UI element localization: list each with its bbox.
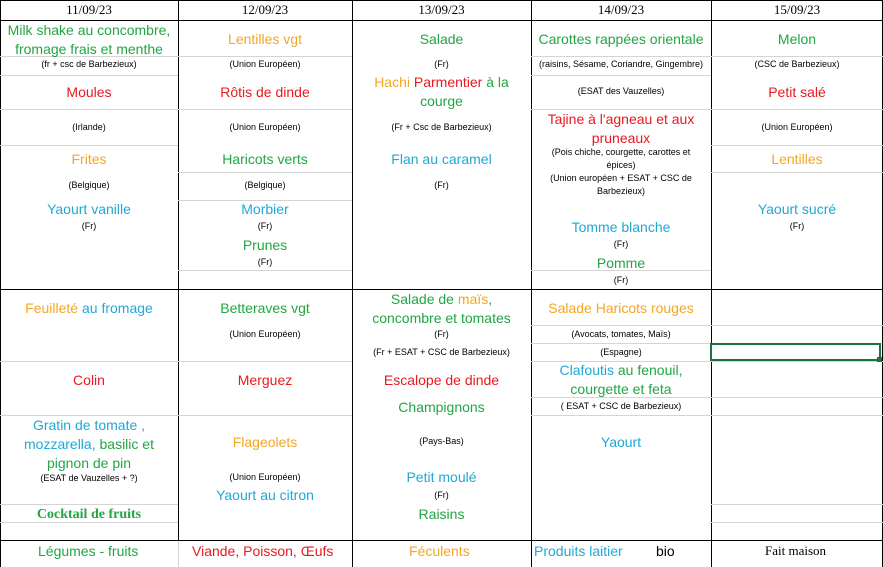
lunch-d2-dessert[interactable]: Prunes (242, 237, 288, 253)
dinner-d1-main[interactable]: Colin (73, 372, 105, 388)
lunch-d2-cheese[interactable]: Morbier (241, 201, 289, 217)
day-header-3[interactable]: 13/09/23 (352, 0, 531, 21)
dinner-d1-dessert[interactable]: Cocktail de fruits (36, 507, 142, 522)
dinner-d4-main-part2: au fenouil, (613, 362, 683, 378)
lunch-d2-side-origin[interactable]: (Belgique) (244, 180, 286, 190)
dinner-d3-starter-origin[interactable]: (Fr) (434, 329, 449, 339)
lunch-d1-side[interactable]: Frites (71, 151, 107, 167)
lunch-d4-starter-detail[interactable]: (raisins, Sésame, Coriandre, Gingembre) (538, 59, 704, 69)
legend-meat[interactable]: Viande, Poisson, Œufs (192, 543, 334, 559)
lunch-d2-main[interactable]: Rôtis de dinde (220, 84, 310, 100)
lunch-d1-dessert[interactable]: Yaourt vanille (47, 201, 131, 217)
lunch-d3-dessert[interactable]: Flan au caramel (391, 151, 492, 167)
dinner-d2-side[interactable]: Flageolets (232, 434, 298, 450)
lunch-d3-main-part2: Parmentier (413, 74, 483, 90)
legend-starch[interactable]: Féculents (409, 543, 470, 559)
lunch-d4-cheese-origin[interactable]: (Fr) (613, 239, 629, 249)
legend-dairy[interactable]: Produits laitier (534, 543, 623, 559)
dinner-d4-starter[interactable]: Salade Haricots rouges (548, 300, 694, 316)
day-header-1[interactable]: 11/09/23 (0, 0, 178, 21)
dinner-d4-main[interactable] (531, 361, 711, 399)
dinner-d3-starter-origin2[interactable]: (Fr + ESAT + CSC de Barbezieux) (373, 347, 510, 357)
lunch-d5-dessert-origin[interactable]: (Fr) (789, 221, 805, 231)
dinner-d3-side-origin[interactable]: (Pays-Bas) (419, 436, 464, 446)
dinner-d2-starter-origin[interactable]: (Union Européen) (229, 329, 301, 339)
legend-bio[interactable]: bio (656, 543, 675, 559)
dinner-d4-starter-origin[interactable]: (Espagne) (600, 347, 642, 357)
lunch-d3-dessert-origin[interactable]: (Fr) (434, 180, 449, 190)
fill-handle[interactable] (877, 357, 882, 362)
dinner-d1-starter-part2: au fromage (78, 300, 153, 316)
lunch-d3-main[interactable] (362, 73, 521, 111)
dinner-d1-side-origin[interactable]: (ESAT de Vauzelles + ?) (40, 473, 138, 483)
lunch-d5-side[interactable]: Lentilles (771, 151, 823, 167)
lunch-d1-dessert-origin[interactable]: (Fr) (81, 221, 97, 231)
lunch-d2-starter[interactable]: Lentilles vgt (228, 31, 302, 47)
lunch-d4-main-detail[interactable]: (Pois chiche, courgette, carottes et épices) (551, 147, 691, 170)
dinner-d3-starter-part1: Salade de (390, 291, 458, 307)
lunch-d3-main-part1: Hachi (374, 74, 414, 90)
dinner-d2-main[interactable]: Merguez (237, 372, 293, 388)
dinner-d4-main-origin[interactable]: ( ESAT + CSC de Barbezieux) (560, 401, 682, 411)
dinner-d3-dessert[interactable]: Raisins (418, 506, 465, 522)
dinner-d1-side-part2: basilic et pignon de pin (46, 436, 154, 471)
dinner-d4-starter-detail[interactable]: (Avocats, tomates, Maïs) (571, 329, 671, 339)
lunch-d3-main-part3: à la courge (420, 74, 509, 109)
dinner-d3-starter-part2: maïs (457, 291, 489, 307)
lunch-d1-side-origin[interactable]: (Belgique) (68, 180, 110, 190)
dinner-d2-dessert[interactable]: Yaourt au citron (216, 487, 314, 503)
lunch-d4-main-origin[interactable]: (Union européen + ESAT + CSC de Barbezieux) (550, 173, 692, 196)
lunch-d4-cheese[interactable]: Tomme blanche (571, 219, 671, 235)
lunch-d5-main-origin[interactable]: (Union Européen) (761, 122, 833, 132)
day-header-5[interactable]: 15/09/23 (711, 0, 883, 21)
dinner-d3-starter-part3: , (488, 291, 493, 307)
day-header-4[interactable]: 14/09/23 (531, 0, 711, 21)
dinner-d4-main-part3: courgette et feta (570, 381, 672, 397)
dinner-d3-side[interactable]: Champignons (398, 399, 485, 415)
day-header-2[interactable]: 12/09/23 (178, 0, 352, 21)
lunch-d2-cheese-origin[interactable]: (Fr) (257, 221, 273, 231)
dinner-d1-side-part1: Gratin de tomate , mozzarella, (24, 417, 146, 452)
dinner-d1-starter-part1: Feuilleté (25, 300, 79, 316)
dinner-d3-main[interactable]: Escalope de dinde (383, 372, 500, 388)
selected-cell[interactable] (710, 343, 881, 361)
lunch-d3-main-origin[interactable]: (Fr + Csc de Barbezieux) (391, 122, 492, 132)
lunch-d3-starter[interactable]: Salade (419, 31, 464, 47)
dinner-d3-starter[interactable] (352, 290, 531, 328)
lunch-d4-dessert-origin[interactable]: (Fr) (613, 275, 629, 285)
dinner-d3-starter-part4: concombre et tomates (372, 310, 511, 326)
legend-home[interactable]: Fait maison (765, 543, 827, 558)
lunch-d4-dessert[interactable]: Pomme (596, 255, 646, 271)
lunch-d4-starter-origin[interactable]: (ESAT des Vauzelles) (577, 86, 665, 96)
lunch-d2-dessert-origin[interactable]: (Fr) (257, 257, 273, 267)
lunch-d5-main[interactable]: Petit salé (768, 84, 826, 100)
dinner-d1-starter[interactable] (0, 299, 178, 318)
dinner-d2-starter[interactable]: Betteraves vgt (220, 300, 310, 316)
lunch-d3-starter-origin[interactable]: (Fr) (434, 59, 449, 69)
dinner-d3-cheese[interactable]: Petit moulé (406, 469, 477, 485)
lunch-d2-side[interactable]: Haricots verts (222, 151, 308, 167)
dinner-d1-side[interactable] (22, 416, 156, 473)
lunch-d1-main-origin[interactable]: (Irlande) (72, 122, 106, 132)
dinner-d3-cheese-origin[interactable]: (Fr) (434, 490, 449, 500)
lunch-d4-main[interactable]: Tajine à l'agneau et aux pruneaux (547, 111, 695, 146)
lunch-d2-main-origin[interactable]: (Union Européen) (229, 122, 301, 132)
dinner-d2-side-origin[interactable]: (Union Européen) (229, 472, 301, 482)
lunch-d5-dessert[interactable]: Yaourt sucré (757, 201, 837, 217)
dinner-d4-main-part1: Clafoutis (559, 362, 614, 378)
legend-veg[interactable]: Légumes - fruits (38, 543, 139, 559)
lunch-d1-starter[interactable]: Milk shake au concombre, fromage frais et menthe (7, 22, 171, 57)
lunch-d5-starter[interactable]: Melon (777, 31, 817, 47)
lunch-d1-main[interactable]: Moules (66, 84, 112, 100)
lunch-d2-starter-origin[interactable]: (Union Européen) (229, 59, 301, 69)
dinner-d4-dessert[interactable]: Yaourt (600, 434, 642, 450)
lunch-d1-starter-origin[interactable]: (fr + csc de Barbezieux) (41, 59, 137, 69)
lunch-d5-starter-origin[interactable]: (CSC de Barbezieux) (754, 59, 840, 69)
lunch-d4-starter[interactable]: Carottes rappées orientale (538, 31, 704, 47)
